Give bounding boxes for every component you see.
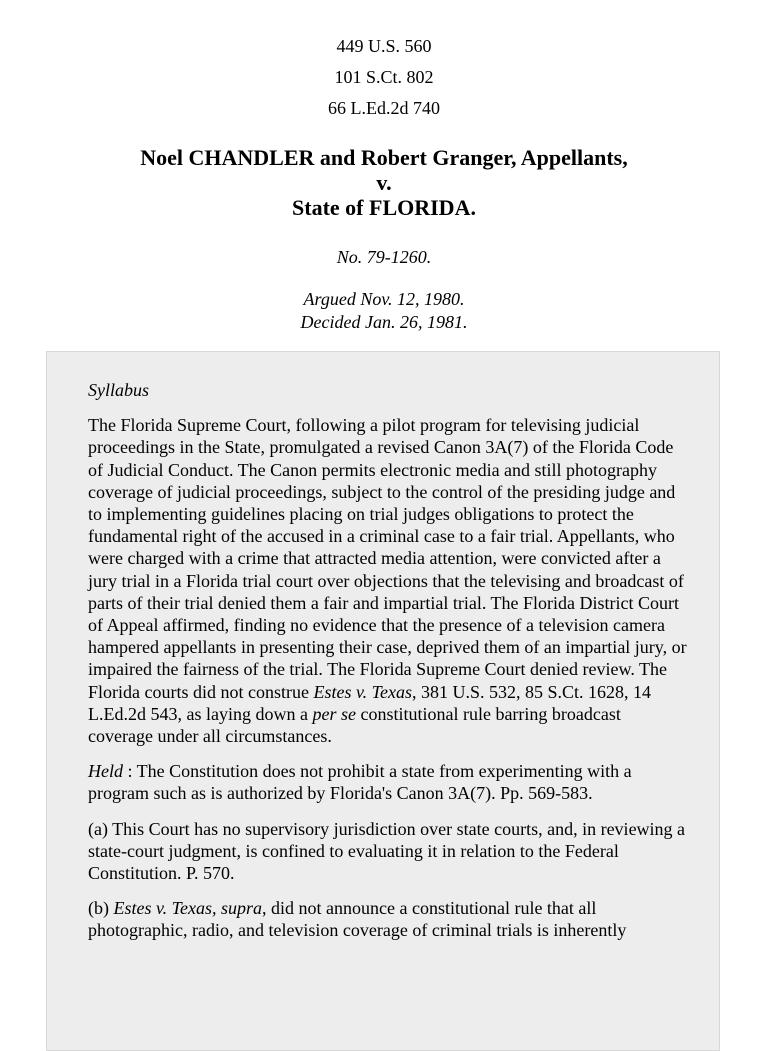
syllabus-heading: Syllabus bbox=[88, 380, 149, 400]
held-text: : The Constitution does not prohibit a state from experimenting with a program such as is authorized by Florida's Canon 3A(7). Pp. 569-583. bbox=[88, 761, 632, 804]
case-reference-estes: Estes v. Texas bbox=[313, 681, 412, 702]
summary-text-b: , 381 U.S. 532, 85 S.Ct. 1628, 14 L.Ed.2d 543, as laying down a bbox=[88, 681, 651, 724]
case-reference-estes-supra: Estes v. Texas, supra bbox=[113, 898, 262, 919]
per-se-term: per se bbox=[312, 703, 356, 724]
syllabus-paragraph-held bbox=[88, 760, 688, 804]
paragraph-b-prefix: (b) bbox=[88, 898, 114, 919]
held-label: Held bbox=[88, 761, 123, 782]
docket-number: No. 79-1260. bbox=[336, 247, 432, 267]
citation-supreme-court-reporter: 101 S.Ct. 802 bbox=[334, 67, 434, 87]
decided-date: Decided Jan. 26, 1981. bbox=[300, 312, 468, 332]
citation-lawyers-edition: 66 L.Ed.2d 740 bbox=[328, 98, 440, 118]
case-title-appellants: Noel CHANDLER and Robert Granger, Appellants, bbox=[140, 145, 628, 170]
case-title-versus: v. bbox=[376, 170, 392, 195]
summary-text-a: The Florida Supreme Court, following a pilot program for televising judicial proceedings in the State, promulgated a revised Canon 3A(7) of the Florida Code of Judicial Conduct. The Canon permits electronic media and still photography coverage of judicial proceedings, subject to the control of the presiding judge and to implementing guidelines placing on trial judges obligations to protect the fundamental right of the accused in a criminal case to a fair trial. Appellants, who were charged with a crime that attracted media attention, were convicted after a jury trial in a Florida trial court over objections that the televising and broadcast of parts of their trial denied them a fair and impartial trial. The Florida District Court of Appeal affirmed, finding no evidence that the presence of a television camera hampered appellants in presenting their case, deprived them of an impartial jury, or impaired the fairness of the trial. The Florida Supreme Court denied review. The Florida courts did not construe bbox=[88, 415, 687, 702]
syllabus-box bbox=[46, 351, 720, 1051]
syllabus-content bbox=[88, 379, 688, 955]
argued-date: Argued Nov. 12, 1980. bbox=[303, 289, 465, 309]
syllabus-paragraph-b bbox=[88, 897, 688, 941]
case-title bbox=[0, 145, 768, 220]
summary-text-c: constitutional rule barring broadcast coverage under all circumstances. bbox=[88, 703, 621, 747]
case-title-appellee: State of FLORIDA. bbox=[292, 195, 476, 220]
citation-us-reports: 449 U.S. 560 bbox=[336, 36, 432, 56]
paragraph-b-text: , did not announce a constitutional rule that all photographic, radio, and television coverage of criminal trials is inherently bbox=[88, 898, 627, 941]
syllabus-paragraph-summary bbox=[88, 414, 688, 747]
syllabus-paragraph-a: (a) This Court has no supervisory jurisdiction over state courts, and, in reviewing a state-court judgment, is confined to evaluating it in relation to the Federal Constitution. P. 570. bbox=[88, 818, 686, 884]
